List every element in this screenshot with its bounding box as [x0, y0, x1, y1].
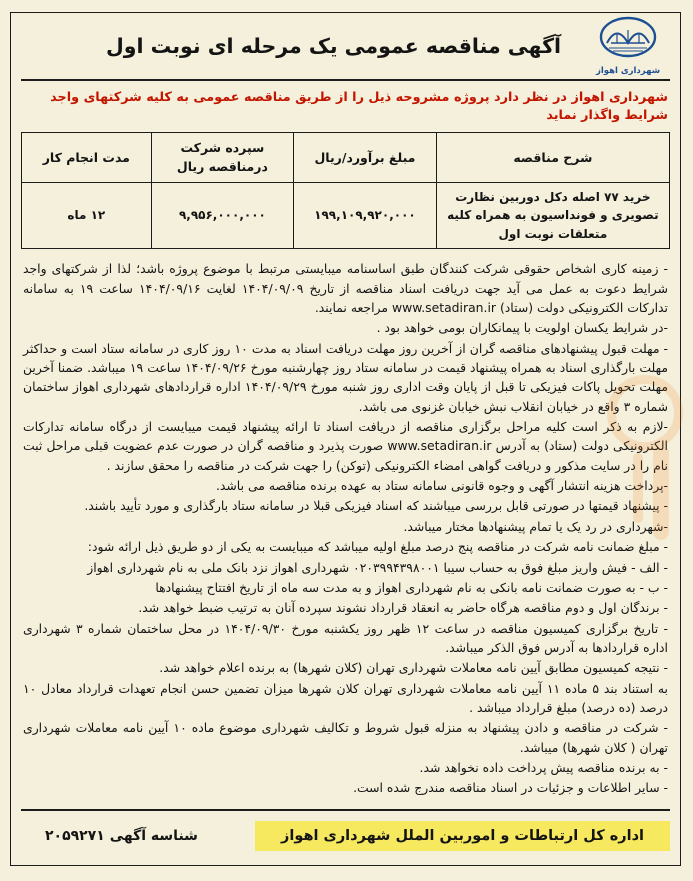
body-paragraph: - نتیجه کمیسیون مطابق آیین نامه معاملات شهرداری تهران (کلان شهرها) به برنده اعلام خواهد شد.: [159, 660, 668, 676]
body-paragraph: - زمینه کاری اشخاص حقوقی شرکت کنندگان طبق اساسنامه میبایستی مرتبط با موضوع پروژه باشد؛ لذا از شرکتهای واجد شرایط دعوت به عمل می آید جهت دریافت اسناد مناقصه از تاریخ ۱۴۰۴/۰۹/۰۹ لغایت ۱۴۰۴/۰۹/۱۶ ساعت ۱۹ به سامانه تدارکات الکترونیکی دولت (ستاد) www.setadiran.ir مراجعه نمایند.: [23, 261, 668, 316]
col-header-estimate: مبلغ برآورد/ریال: [294, 132, 437, 182]
document-frame: [10, 12, 681, 866]
logo-caption: شهرداری اهواز: [595, 66, 661, 76]
document-header: [21, 13, 670, 81]
body-paragraph: -در شرایط یکسان اولویت با پیمانکاران بومی خواهد بود .: [376, 320, 668, 336]
issuing-department-badge: اداره کل ارتباطات و اموربین الملل شهرداری اهواز: [255, 821, 670, 851]
municipality-logo: [586, 16, 670, 76]
cell-deposit: ۹,۹۵۶,۰۰۰,۰۰۰: [151, 182, 294, 249]
body-paragraph: - تاریخ برگزاری کمیسیون مناقصه در ساعت ۱۲ ظهر روز یکشنبه مورخ ۱۴۰۴/۰۹/۳۰ در محل ساختمان شماره ۳ شهرداری اداره قراردادها به آدرس فوق الذکر میباشد.: [23, 620, 669, 655]
document-footer: [21, 809, 670, 857]
col-header-description: شرح مناقصه: [436, 132, 669, 182]
body-paragraph: -پرداخت هزینه انتشار آگهی و وجوه قانونی سامانه ستاد به عهده برنده مناقصه می باشد.: [215, 478, 668, 494]
table-header-row: [22, 132, 670, 182]
page-title: آگهی مناقصه عمومی یک مرحله ای نوبت اول: [105, 34, 562, 58]
body-paragraph: - پیشنهاد قیمتها در صورتی قابل بررسی میباشند که اسناد فیزیکی قبلا در سامانه ستاد بارگذاری و مورد تأیید باشند.: [84, 498, 668, 514]
body-paragraph: - مبلغ ضمانت نامه شرکت در مناقصه پنج درصد مبلغ اولیه میباشد که میبایست به یکی از دو طریق ذیل ارائه شود:: [87, 539, 668, 555]
body-paragraph: - شرکت در مناقصه و دادن پیشنهاد به منزله قبول شروط و تکالیف شهرداری موضوع ماده ۱۰ آیین نامه معاملات شهرداری تهران ( کلان شهرها) میباشد.: [23, 720, 668, 755]
table-row: [22, 182, 670, 249]
col-header-deposit: سپرده شرکت درمناقصه ریال: [151, 132, 294, 182]
cell-duration: ۱۲ ماه: [22, 182, 152, 249]
tender-intro-line: شهرداری اهواز در نظر دارد پروژه مشروحه ذیل را از طریق مناقصه عمومی به کلیه شرکتهای واجد شرایط واگذار نماید: [50, 90, 668, 123]
body-paragraph: - به برنده مناقصه پیش پرداخت داده نخواهد شد.: [419, 759, 668, 775]
tender-conditions: [21, 249, 670, 797]
cell-description: خرید ۷۷ اصله دکل دوربین نظارت تصویری و فونداسیون به همراه کلیه متعلقات نوبت اول: [436, 182, 669, 249]
body-paragraph: - مهلت قبول پیشنهادهای مناقصه گران از آخرین روز مهلت دریافت اسناد به مدت ۱۰ روز کاری در سامانه ستاد است و حداکثر مهلت بارگذاری اسناد به همراه پیشنهاد قیمت در سامانه ستاد روز چهارشنبه مورخ ۱۴۰۴/۰۹/۲۶ ساعت ۱۹ میباشد. ضمنا آخرین مهلت تحویل پاکات فیزیکی تا قبل از پایان وقت اداری روز شنبه مورخ ۱۴۰۴/۰۹/۲۹ اداره قراردادهای شهرداری اهواز ساختمان شماره ۳ واقع در خیابان انقلاب نبش خیابان غزنوی می باشد.: [23, 340, 668, 414]
body-paragraph: - ب - به صورت ضمانت نامه بانکی به نام شهرداری اهواز و به مدت سه ماه از تاریخ افتتاح پیشنهادها: [155, 579, 668, 595]
body-paragraph: -شهرداری در رد یک یا تمام پیشنهادها مختار میباشد.: [403, 518, 668, 534]
body-paragraph: - الف - فیش واریز مبلغ فوق به حساب سیبا ۰۲۰۳۹۹۴۳۹۸۰۰۱ شهرداری اهواز نزد بانک ملی به نام شهرداری اهواز: [87, 559, 668, 575]
body-paragraph: به استناد بند ۵ ماده ۱۱ آیین نامه معاملات شهرداری تهران کلان شهرها میزان تضمین حسن انجام تعهدات قرارداد معادل ۱۰ درصد (ده درصد) مبلغ قرارداد میباشد .: [23, 680, 668, 715]
bridge-emblem-icon: [597, 16, 659, 64]
tender-table: [21, 132, 670, 250]
cell-estimate: ۱۹۹,۱۰۹,۹۲۰,۰۰۰: [294, 182, 437, 249]
body-paragraph: - برندگان اول و دوم مناقصه هرگاه حاضر به انعقاد قرارداد نشوند سپرده آنان به ترتیب ضبط خواهد شد.: [138, 600, 668, 616]
advertisement-id: شناسه آگهی ۲۰۵۹۲۷۱: [45, 828, 198, 844]
body-paragraph: -لازم به ذکر است کلیه مراحل برگزاری مناقصه از دریافت اسناد تا ارائه پیشنهاد قیمت میبایست از درگاه سامانه تدارکات الکترونیکی دولت (ستاد) به آدرس www.setadiran.ir صورت پذیرد و مناقصه گران در صورت عدم عضویت قبلی مراحل ثبت نام را در سایت مذکور و دریافت گواهی امضاء الکترونیکی (توکن) را جهت شرکت در مناقصه را محقق سازند .: [23, 419, 669, 473]
body-paragraph: - سایر اطلاعات و جزئیات در اسناد مناقصه مندرج شده است.: [353, 780, 668, 796]
col-header-duration: مدت انجام کار: [22, 132, 152, 182]
